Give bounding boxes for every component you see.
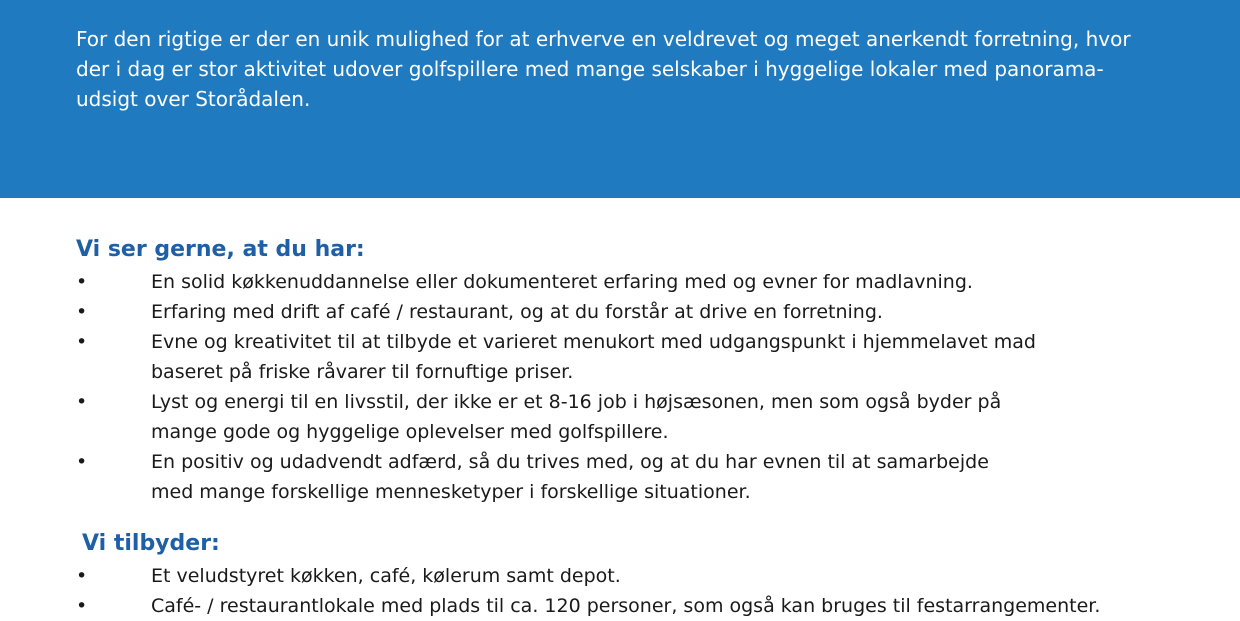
list-item-text: En solid køkkenuddannelse eller dokumenteret erfaring med og evner for madlavning. — [151, 271, 973, 293]
list-item-text: mange gode og hyggelige oplevelser med golfspillere. — [151, 421, 669, 443]
bullet-icon: • — [76, 451, 88, 473]
list-item-text: baseret på friske råvarer til fornuftige priser. — [151, 361, 574, 383]
list-item-text: med mange forskellige mennesketyper i forskellige situationer. — [151, 481, 751, 503]
list-item — [0, 387, 1240, 447]
intro-line: der i dag er stor aktivitet udover golfspillere med mange selskaber i hyggelige lokaler med panorama- — [76, 57, 1104, 81]
list-item-text: Café- / restaurantlokale med plads til ca. 120 personer, som også kan bruges til festarrangementer. — [151, 595, 1101, 617]
intro-banner — [0, 0, 1240, 198]
bullet-icon: • — [76, 595, 88, 617]
list-item — [0, 327, 1240, 387]
bullet-icon: • — [76, 391, 88, 413]
bullet-icon: • — [76, 271, 88, 293]
list-item-text: En positiv og udadvendt adfærd, så du trives med, og at du har evnen til at samarbejde — [151, 451, 989, 473]
list-item-text: Erfaring med drift af café / restaurant, og at du forstår at drive en forretning. — [151, 301, 883, 323]
list-item — [0, 447, 1240, 507]
list-item — [0, 591, 1240, 621]
list-item-text: Lyst og energi til en livsstil, der ikke er et 8-16 job i højsæsonen, men som også byder på — [151, 391, 1002, 413]
bullet-icon: • — [76, 331, 88, 353]
offers-list — [0, 561, 1240, 621]
intro-line: For den rigtige er der en unik mulighed for at erhverve en veldrevet og meget anerkendt forretning, hvor — [76, 27, 1131, 51]
intro-paragraph — [76, 24, 1186, 114]
list-item — [0, 297, 1240, 327]
wants-list — [0, 267, 1240, 507]
list-item-text: Evne og kreativitet til at tilbyde et varieret menukort med udgangspunkt i hjemmelavet mad — [151, 331, 1036, 353]
bullet-icon: • — [76, 565, 88, 587]
list-item — [0, 561, 1240, 591]
list-item — [0, 267, 1240, 297]
list-item-text: Et veludstyret køkken, café, kølerum samt depot. — [151, 565, 621, 587]
intro-line: udsigt over Storådalen. — [76, 87, 311, 111]
offers-heading: Vi tilbyder: — [82, 531, 220, 556]
bullet-icon: • — [76, 301, 88, 323]
wants-heading: Vi ser gerne, at du har: — [76, 237, 365, 262]
